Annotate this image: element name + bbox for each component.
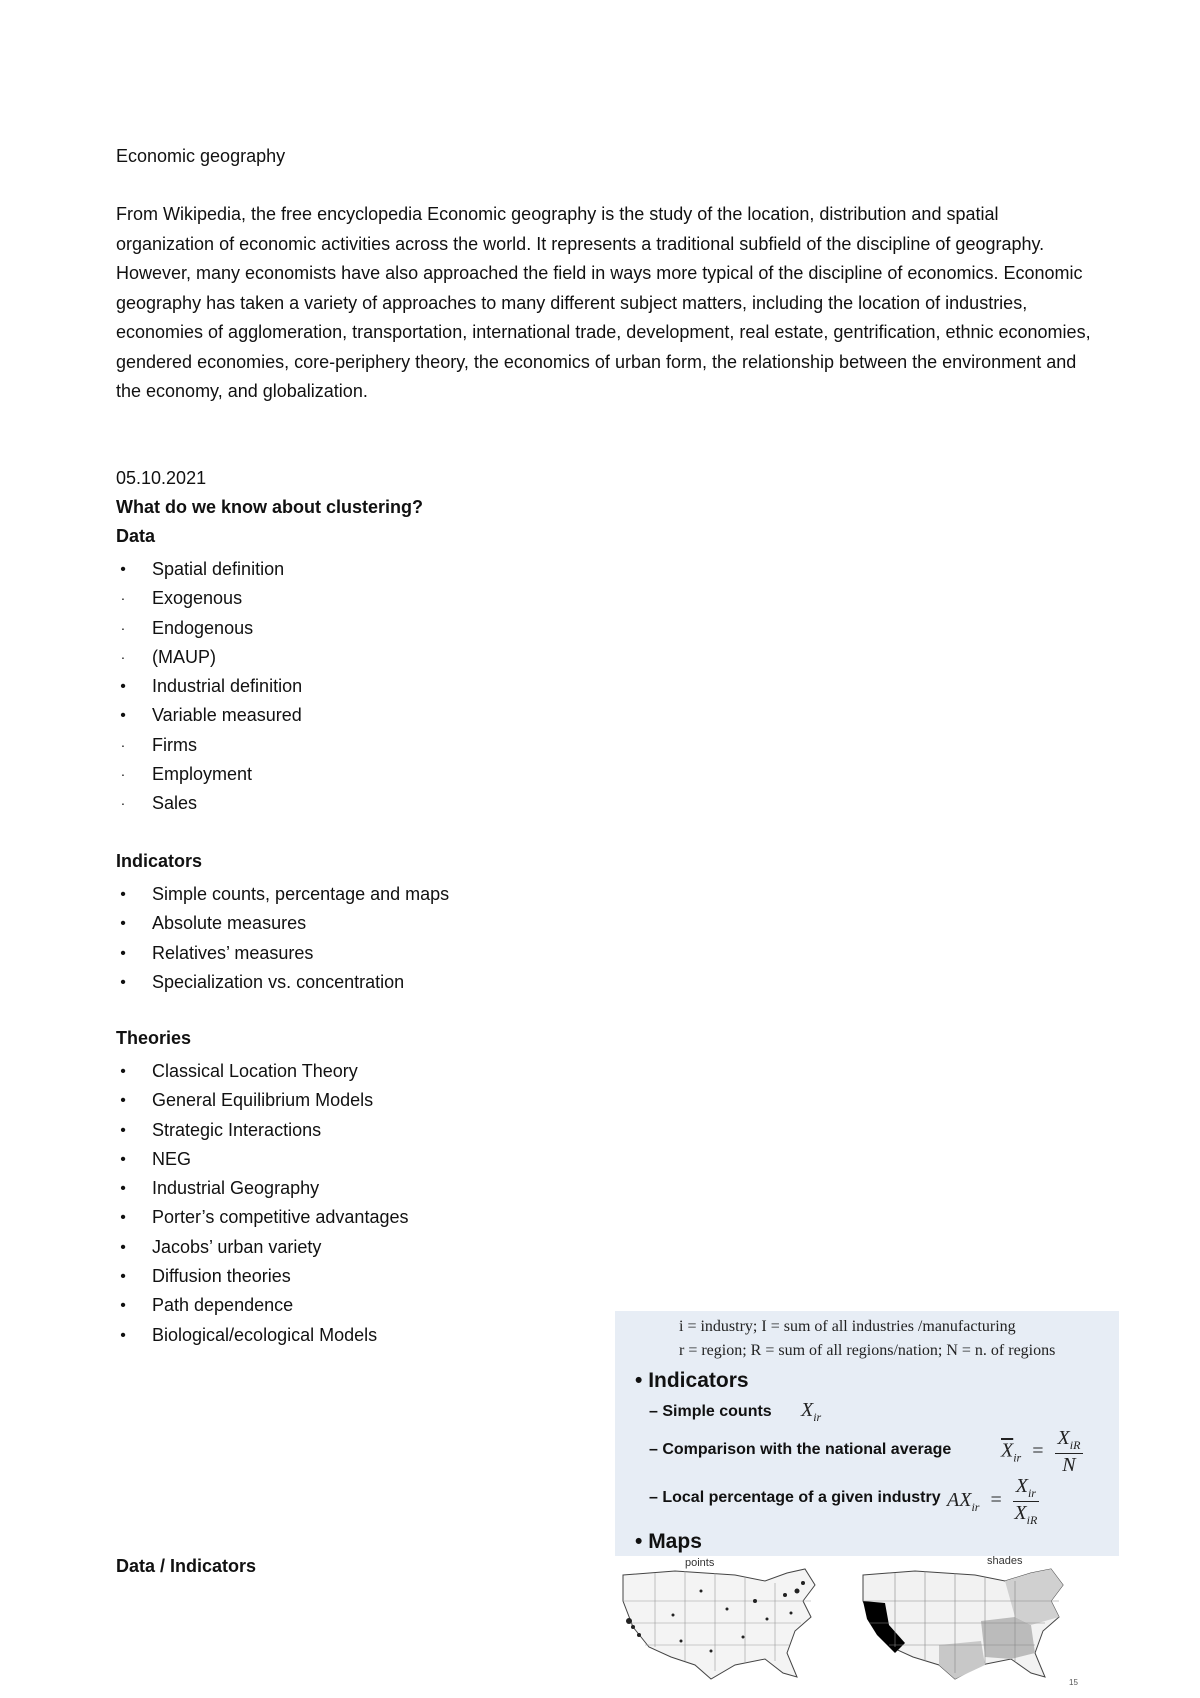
list-item-text: Path dependence [152,1295,294,1316]
list-item [116,731,596,760]
list-item [116,1262,596,1291]
bullet-middot-icon: · [120,795,126,812]
list-item-text: (MAUP) [152,646,216,667]
list-item [116,760,596,789]
bullet-dot-icon: • [120,678,126,696]
list-item-text: Firms [152,734,197,755]
bullet-dot-icon: • [120,1092,126,1110]
list-item-text: Absolute measures [152,913,307,934]
slide-comparison: – Comparison with the national average [649,1441,952,1458]
list-item-text: Simple counts, percentage and maps [152,884,450,904]
list-item-text: Employment [152,764,253,785]
bullet-middot-icon: · [120,766,126,783]
theories-list [116,1057,596,1350]
list-item-text: Jacobs’ urban variety [152,1236,322,1257]
list-item [116,1086,596,1115]
list-item-text: Biological/ecological Models [152,1324,378,1345]
slide-legend-line-1: i = industry; I = sum of all industries /manufacturing [679,1318,1016,1335]
list-item [116,789,596,818]
bullet-middot-icon: · [120,736,126,753]
list-item-text: Variable measured [152,705,302,726]
list-item [116,1203,596,1232]
list-item [116,1174,596,1203]
list-item [116,1291,596,1320]
list-item-text: Porter’s competitive advantages [152,1207,409,1228]
us-shades-map [855,1561,1080,1689]
list-item-text: Industrial Geography [152,1178,320,1199]
bullet-dot-icon: • [120,973,126,991]
list-item-text: General Equilibrium Models [152,1090,374,1111]
bullet-middot-icon: · [120,648,126,665]
slide-simple-counts: – Simple counts [649,1403,772,1420]
bullet-dot-icon: • [120,886,126,903]
bullet-dot-icon: • [120,1238,126,1256]
list-item [116,1233,596,1262]
slide-legend-line-2: r = region; R = sum of all regions/nation; N = n. of regions [679,1342,1056,1359]
formula-national-average: $\overline{X}_{ir}$ = $X_{iR}$ N [1001,1427,1083,1477]
data-heading: Data [116,526,156,546]
bullet-middot-icon: · [120,619,126,636]
clustering-question: What do we know about clustering? [116,497,424,517]
bullet-dot-icon: • [120,1121,126,1139]
bullet-dot-icon: • [120,1150,126,1168]
bullet-dot-icon: • [120,915,126,933]
slide-maps-label: Maps [648,1530,702,1553]
list-item [116,909,596,938]
bullet-dot-icon: • [120,1180,126,1198]
list-item [116,939,596,968]
list-item [116,584,596,613]
list-item-text: Industrial definition [152,676,303,697]
list-item-text: Spatial definition [152,559,285,579]
formula-local-percentage: $AX_{ir}$ = $X_{ir}$ $X_{iR}$ [947,1475,1038,1527]
data-list [116,555,596,819]
date-line: 05.10.2021 [116,468,207,488]
intro-paragraph: From Wikipedia, the free encyclopedia Economic geography is the study of the location, distribution and spatial organization of economic activities across the world. It represents a traditional subfield of the discipline of geography. However, many economists have also approached the field in ways more typical of the discipline of economics. Economic geography has taken a variety of approaches to many different subject matters, including the location of industries, economies of agglomeration, transportation, international trade, development, real estate, gentrification, ethnic economies, gendered economies, core-periphery theory, the economics of urban form, the relationship between the environment and the economy, and globalization. [116,204,1091,401]
indicators-slide-image [615,1311,1119,1690]
list-item [116,1145,596,1174]
map-shades-label: shades [987,1555,1023,1567]
bullet-dot-icon: • [120,1297,126,1315]
list-item [116,701,596,730]
bullet-dot-icon: • [120,1268,126,1286]
list-item-text: Strategic Interactions [152,1119,322,1140]
list-item-text: Endogenous [152,617,254,638]
indicators-heading: Indicators [116,851,203,871]
slide-bullet-indicators: • Indicators [635,1369,749,1392]
list-item-text: Diffusion theories [152,1266,291,1287]
bullet-dot-icon: • [120,1209,126,1227]
list-item [116,1321,596,1350]
list-item [116,614,596,643]
slide-indicators-label: Indicators [648,1369,749,1392]
slide-bullet-maps: • Maps [635,1530,702,1553]
bullet-middot-icon: · [120,590,126,607]
list-item [116,1057,596,1086]
theories-heading: Theories [116,1028,192,1048]
list-item-text: Classical Location Theory [152,1061,358,1081]
bullet-dot-icon: • [120,1326,126,1344]
bullet-dot-icon: • [120,1063,126,1080]
list-item [116,643,596,672]
list-item [116,672,596,701]
list-item-text: NEG [152,1148,192,1169]
us-points-map [615,1561,830,1689]
bullet-dot-icon: • [120,707,126,725]
list-item-text: Sales [152,793,198,814]
indicators-list [116,880,596,997]
list-item [116,968,596,997]
data-indicators-heading: Data / Indicators [116,1556,257,1576]
list-item-text: Exogenous [152,588,243,609]
document-title: Economic geography [116,146,286,166]
slide-number: 15 [1069,1678,1078,1687]
formula-simple-counts: $X_{ir}$ [801,1399,822,1424]
list-item-text: Specialization vs. concentration [152,971,405,992]
slide-local-percentage: – Local percentage of a given industry [649,1489,941,1506]
list-item [116,555,596,584]
bullet-dot-icon: • [120,944,126,962]
list-item-text: Relatives’ measures [152,942,314,963]
bullet-dot-icon: • [120,561,126,578]
map-points-label: points [685,1557,715,1569]
list-item [116,1116,596,1145]
list-item [116,880,596,909]
